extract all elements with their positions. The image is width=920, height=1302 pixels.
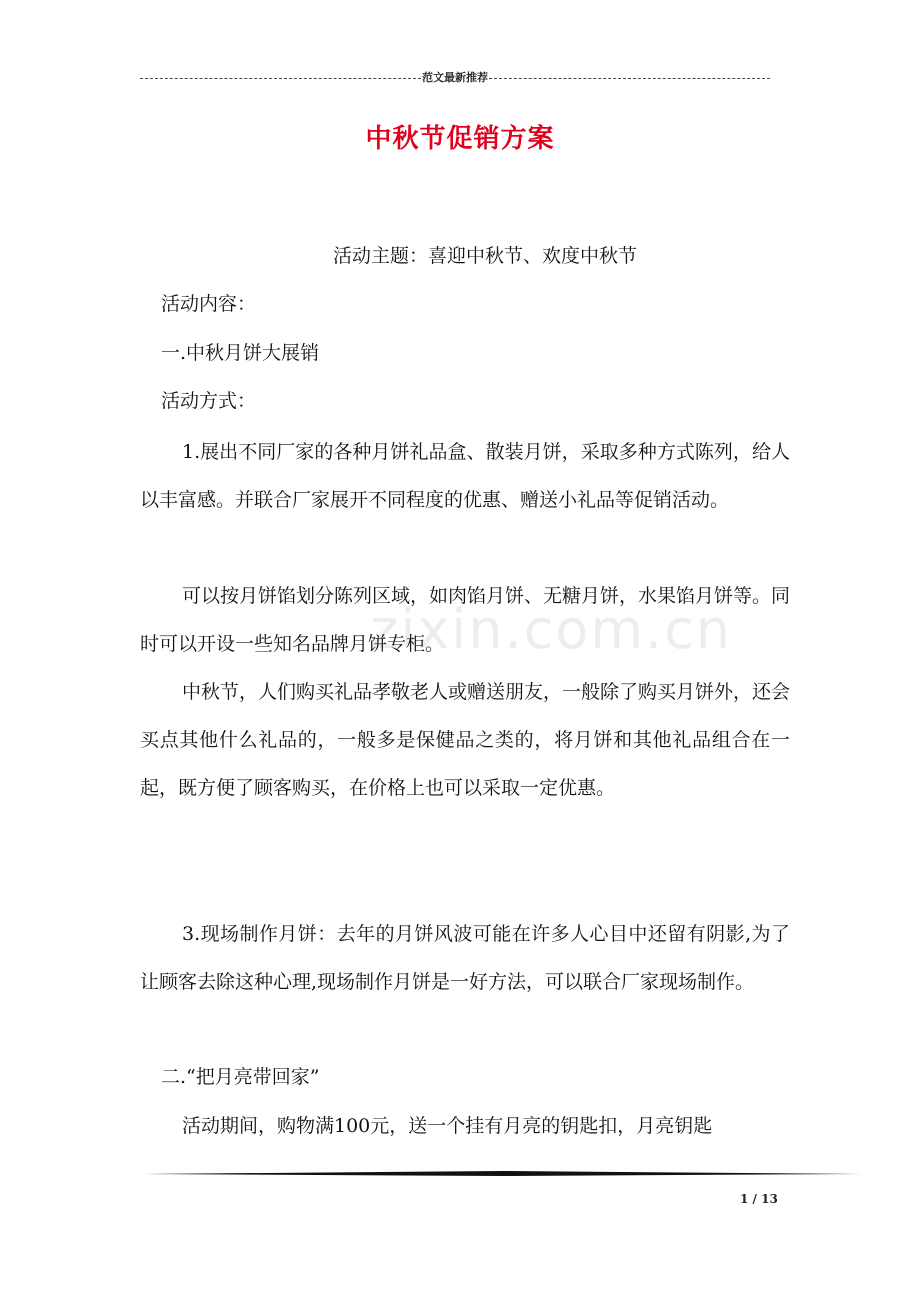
section-one-heading: 一.中秋月饼大展销: [161, 342, 320, 364]
header-label: 范文最新推荐: [422, 71, 488, 84]
page-header: [140, 66, 770, 88]
document-title: 中秋节促销方案: [365, 124, 555, 154]
paragraph-3: 中秋节，人们购买礼品孝敬老人或赠送朋友，一般除了购买月饼外，还会买点其他什么礼品的，一般多是保健品之类的，将月饼和其他礼品组合在一起，既方便了顾客购买，在价格上也可以采取一定优惠。: [140, 681, 791, 799]
paragraph-1: 1.展出不同厂家的各种月饼礼品盒、散装月饼，采取多种方式陈列，给人以丰富感。并联合厂家展开不同程度的优惠、赠送小礼品等促销活动。: [140, 441, 790, 511]
activity-theme: 活动主题：喜迎中秋节、欢度中秋节: [333, 245, 638, 267]
watermark: zixin.com.cn: [370, 598, 733, 661]
page-number: 1 / 13: [740, 1192, 778, 1206]
header-dash-left: [140, 78, 421, 79]
paragraph-2: 可以按月饼馅划分陈列区域，如肉馅月饼、无糖月饼，水果馅月饼等。同时可以开设一些知名品牌月饼专柜。: [140, 585, 791, 655]
header-dash-right: [489, 78, 770, 79]
activity-content-label: 活动内容：: [161, 293, 257, 315]
paragraph-4: 3.现场制作月饼：去年的月饼风波可能在许多人心目中还留有阴影,为了让顾客去除这种心理,现场制作月饼是一好方法，可以联合厂家现场制作。: [140, 923, 790, 993]
footer-rule: [142, 1171, 862, 1176]
section-two-heading: 二.“把月亮带回家”: [161, 1066, 320, 1088]
activity-method-label: 活动方式：: [161, 390, 257, 412]
paragraph-5: 活动期间，购物满100元，送一个挂有月亮的钥匙扣，月亮钥匙: [182, 1115, 713, 1137]
